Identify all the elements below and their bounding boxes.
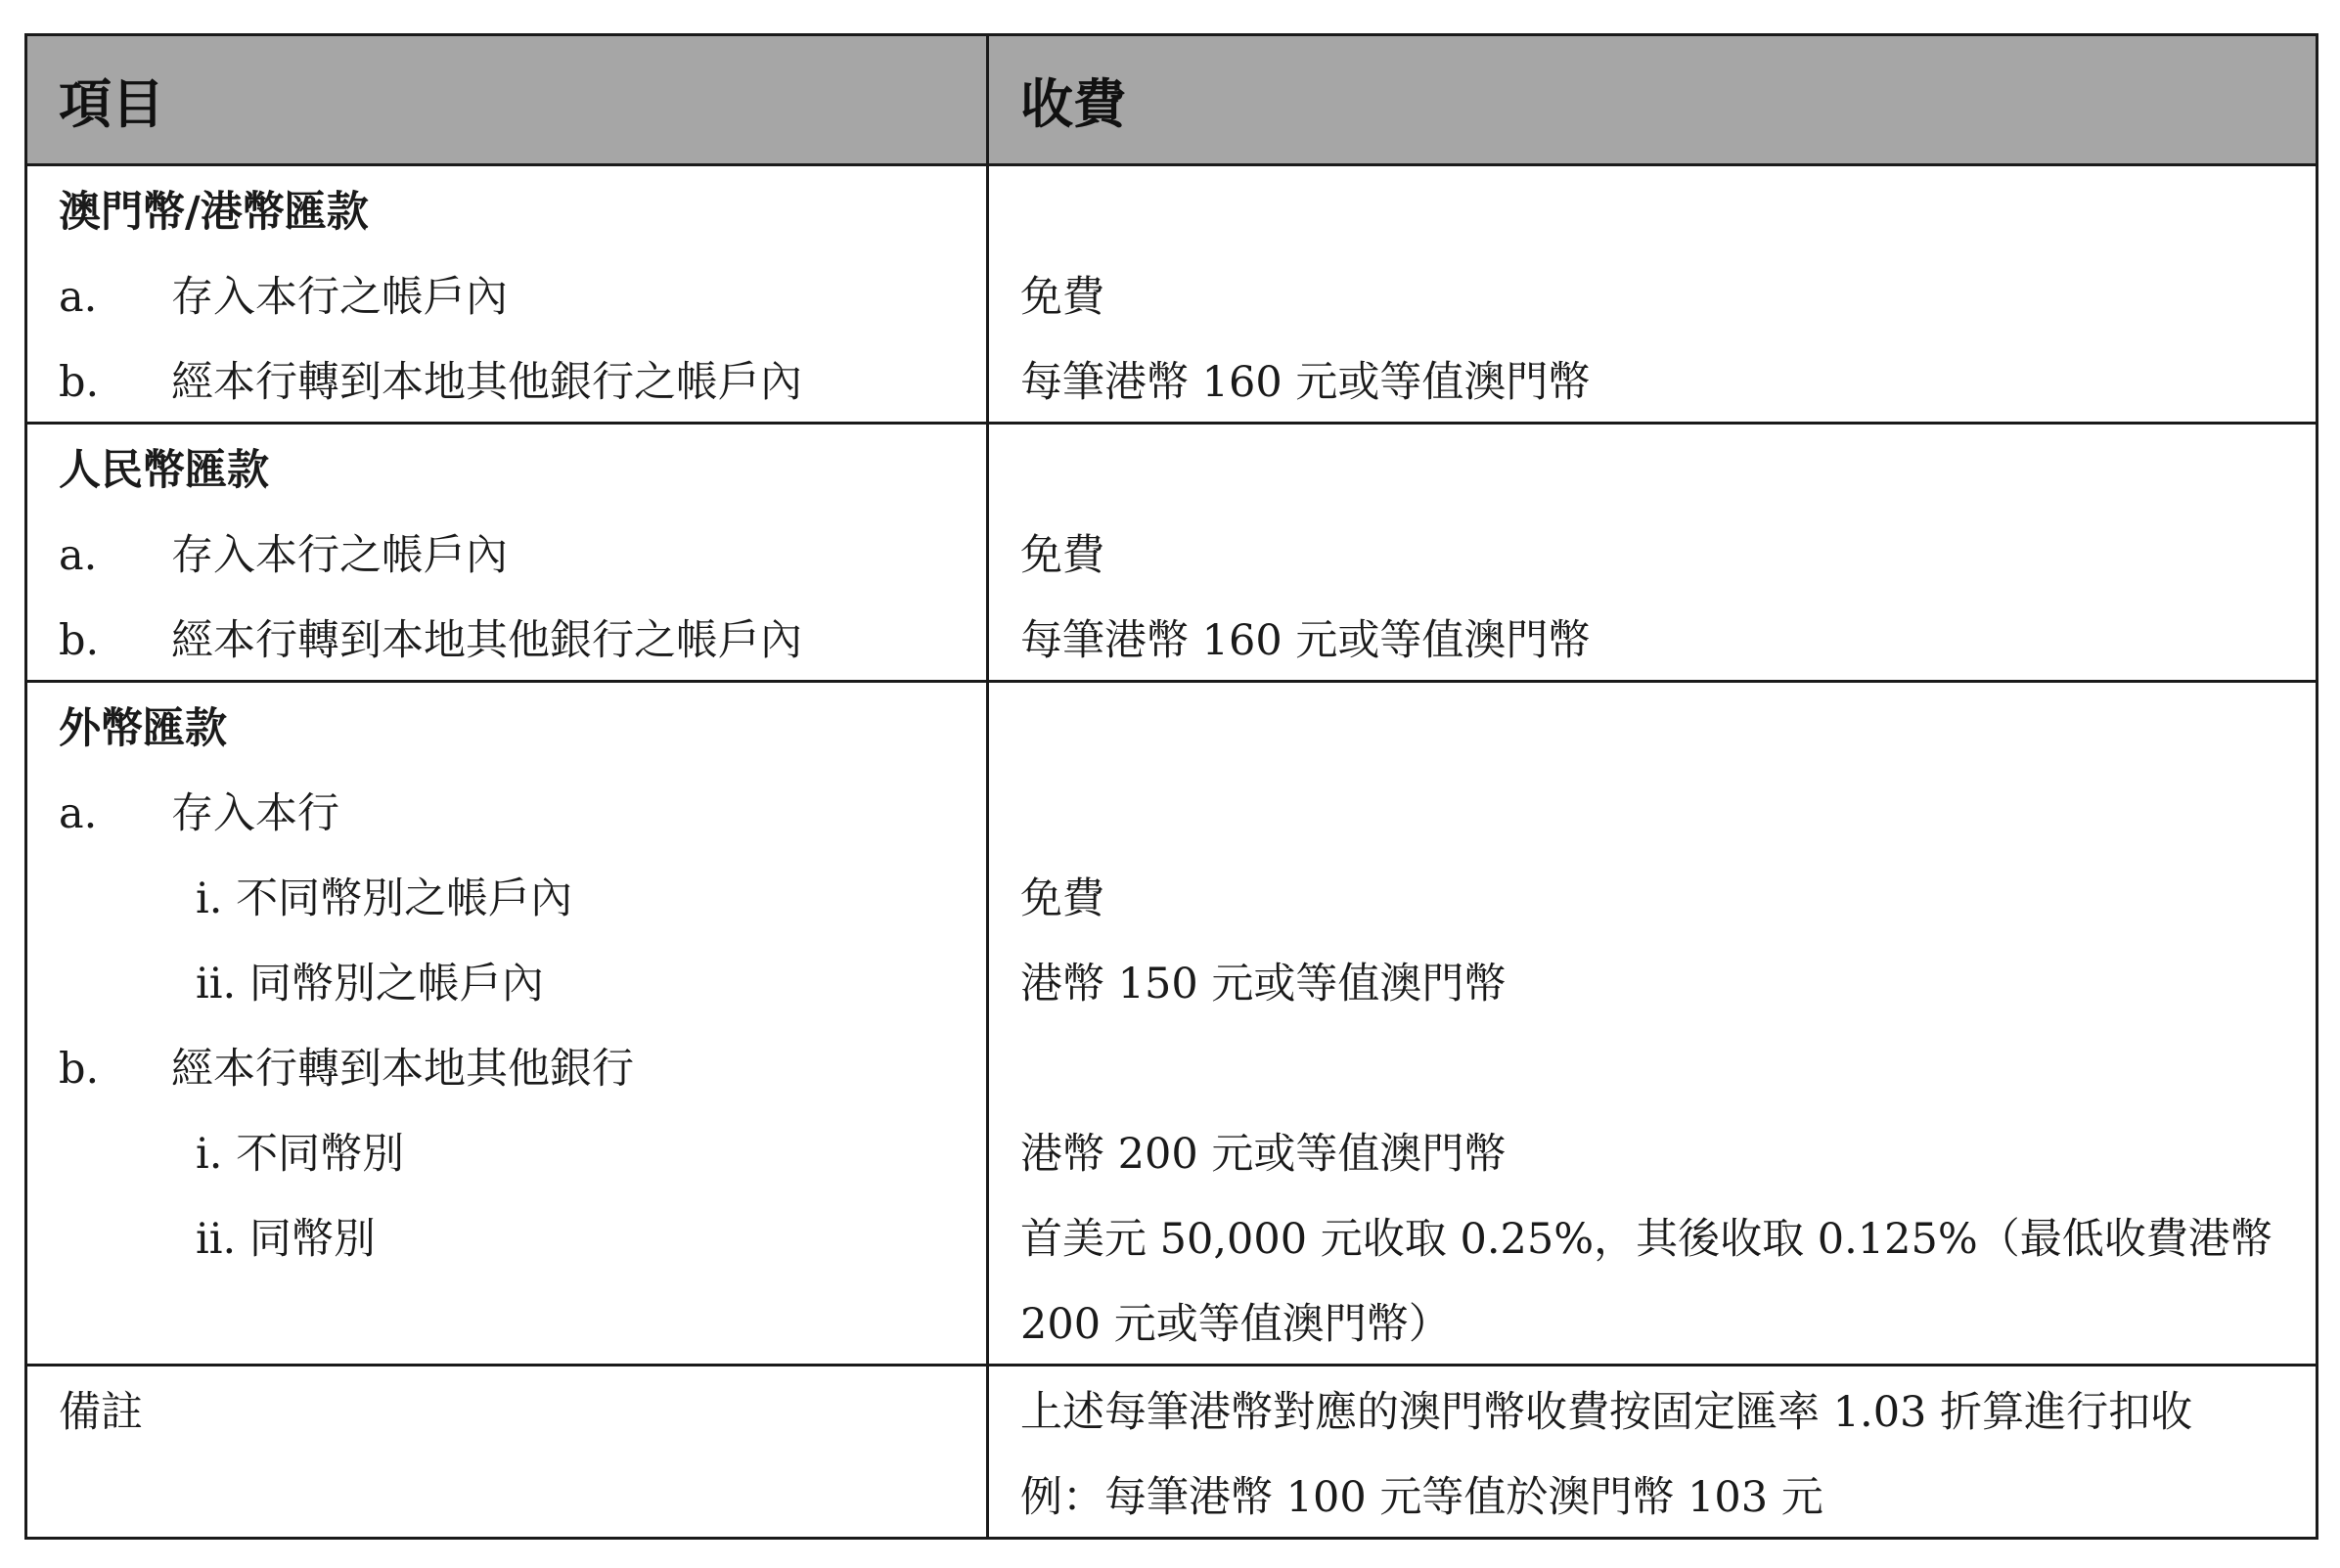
header-item: 項目 <box>26 35 988 165</box>
table-row <box>26 1108 2318 1193</box>
table-row <box>26 1193 2318 1278</box>
header-fee: 收費 <box>988 35 2318 165</box>
table-header-row <box>26 35 2318 165</box>
item-sub-label: i. 不同幣別 <box>196 1130 405 1179</box>
table-row <box>26 251 2318 336</box>
item-label: 經本行轉到本地其他銀行之帳戶內 <box>171 616 802 665</box>
fee-cell: 每筆港幣 160 元或等值澳門幣 <box>988 595 2318 682</box>
remarks-line: 上述每筆港幣對應的澳門幣收費按固定匯率 1.03 折算進行扣收 <box>988 1366 2318 1453</box>
item-cell <box>26 1278 988 1366</box>
table-row <box>26 595 2318 682</box>
item-label: 存入本行之帳戶內 <box>171 273 508 322</box>
fee-cell <box>988 165 2318 252</box>
item-label: 存入本行之帳戶內 <box>171 531 508 580</box>
fee-cell <box>988 1023 2318 1108</box>
item-label: 經本行轉到本地其他銀行 <box>171 1045 634 1094</box>
fee-cell <box>988 768 2318 853</box>
table-row <box>26 336 2318 424</box>
item-marker: b. <box>59 358 100 407</box>
remarks-row <box>26 1366 2318 1453</box>
table-row <box>26 768 2318 853</box>
item-sub-label: i. 不同幣別之帳戶內 <box>196 874 573 923</box>
item-cell <box>26 1193 988 1278</box>
item-sub-label: ii. 同幣別 <box>196 1215 376 1264</box>
section-title-row <box>26 682 2318 769</box>
fee-cell: 每筆港幣 160 元或等值澳門幣 <box>988 336 2318 424</box>
fee-cell <box>988 682 2318 769</box>
fee-table <box>24 33 2318 1540</box>
item-cell <box>26 853 988 938</box>
section-title-row <box>26 165 2318 252</box>
section-title-foreign: 外幣匯款 <box>26 682 988 769</box>
remarks-row <box>26 1452 2318 1539</box>
item-cell <box>26 1452 988 1539</box>
fee-cell: 港幣 200 元或等值澳門幣 <box>988 1108 2318 1193</box>
fee-cell: 免費 <box>988 251 2318 336</box>
fee-cell: 免費 <box>988 853 2318 938</box>
table-row <box>26 938 2318 1023</box>
fee-cell: 首美元 50,000 元收取 0.25%，其後收取 0.125%（最低收費港幣 <box>988 1193 2318 1278</box>
item-marker: b. <box>59 1045 100 1094</box>
item-cell <box>26 768 988 853</box>
item-cell <box>26 938 988 1023</box>
item-cell <box>26 510 988 595</box>
fee-cell: 港幣 150 元或等值澳門幣 <box>988 938 2318 1023</box>
fee-cell <box>988 424 2318 511</box>
table-row <box>26 1278 2318 1366</box>
fee-cell: 200 元或等值澳門幣） <box>988 1278 2318 1366</box>
item-cell <box>26 336 988 424</box>
fee-cell: 免費 <box>988 510 2318 595</box>
section-title-rmb: 人民幣匯款 <box>26 424 988 511</box>
section-title-mop-hkd: 澳門幣/港幣匯款 <box>26 165 988 252</box>
section-title-row <box>26 424 2318 511</box>
remarks-label: 備註 <box>26 1366 988 1453</box>
item-label: 經本行轉到本地其他銀行之帳戶內 <box>171 358 802 407</box>
table-row <box>26 510 2318 595</box>
item-marker: a. <box>59 531 98 580</box>
item-marker: a. <box>59 273 98 322</box>
table-row <box>26 1023 2318 1108</box>
item-sub-label: ii. 同幣別之帳戶內 <box>196 960 544 1008</box>
item-cell <box>26 1023 988 1108</box>
item-cell <box>26 251 988 336</box>
remarks-line: 例：每筆港幣 100 元等值於澳門幣 103 元 <box>988 1452 2318 1539</box>
table-row <box>26 853 2318 938</box>
item-label: 存入本行 <box>171 789 339 838</box>
item-cell <box>26 1108 988 1193</box>
item-marker: a. <box>59 789 98 838</box>
item-cell <box>26 595 988 682</box>
item-marker: b. <box>59 616 100 665</box>
